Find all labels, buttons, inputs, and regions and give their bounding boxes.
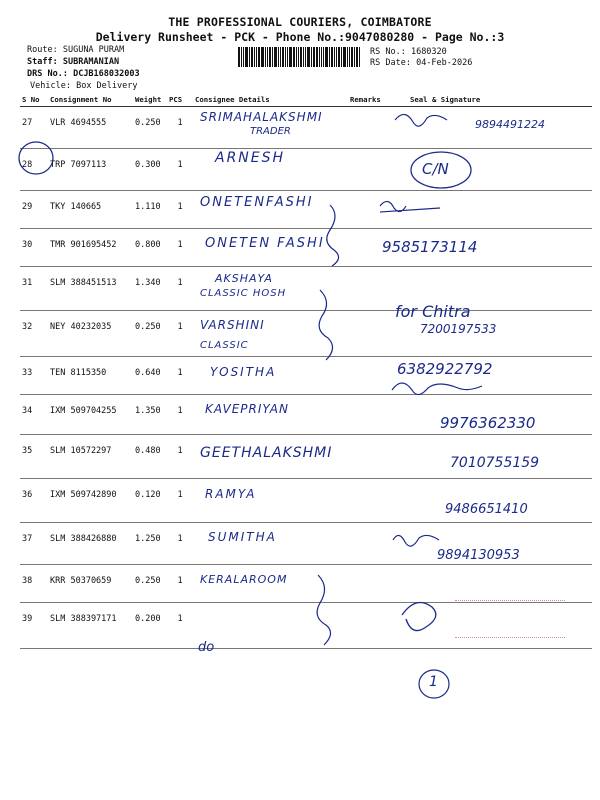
company-title: THE PROFESSIONAL COURIERS, COIMBATORE: [168, 15, 432, 29]
r31-name: AKSHAYA: [215, 272, 273, 285]
cell-consignment: IXM 509704255: [48, 395, 133, 435]
r39-ditto: do: [198, 640, 215, 655]
staff-label: Staff:: [27, 57, 58, 67]
r28-mark: C/N: [422, 160, 449, 178]
barcode: [238, 47, 366, 67]
col-header-sno: S No: [20, 92, 48, 107]
r33-phone: 6382922792: [397, 360, 493, 378]
cell-consignment: TMR 901695452: [48, 229, 133, 267]
r32-signature: for Chitra: [395, 302, 471, 321]
drs-value: DCJB168032003: [73, 69, 140, 79]
route-label: Route:: [27, 45, 58, 55]
cell-consignment: SLM 388451513: [48, 267, 133, 311]
runsheet-table: [20, 92, 592, 649]
r32-phone: 7200197533: [420, 322, 497, 336]
col-header-seal: Seal & Signature: [400, 92, 592, 107]
runsheet-subtitle: Delivery Runsheet - PCK - Phone No.:9047080280 - Page No.:3: [95, 30, 505, 44]
cell-remarks: [348, 357, 400, 395]
rs-no-label: RS No.:: [370, 47, 406, 57]
cell-consignment: TEN 8115350: [48, 357, 133, 395]
cell-sno: 33: [20, 357, 48, 395]
r37-phone: 9894130953: [437, 548, 520, 563]
cell-seal: [400, 565, 592, 603]
cell-consignment: VLR 4694555: [48, 107, 133, 149]
route-line: [27, 45, 124, 55]
cell-pcs: 1: [167, 395, 193, 435]
cell-sno: 34: [20, 395, 48, 435]
vehicle-line: [30, 81, 138, 91]
cell-consignment: NEY 40232035: [48, 311, 133, 357]
rs-date-value: 04-Feb-2026: [416, 58, 473, 68]
cell-pcs: 1: [167, 435, 193, 479]
cell-pcs: 1: [167, 191, 193, 229]
r36-name: RAMYA: [205, 487, 257, 501]
cell-sno: 27: [20, 107, 48, 149]
route-value: SUGUNA PURAM: [62, 45, 125, 55]
cell-sno: 31: [20, 267, 48, 311]
cell-consignment: KRR 50370659: [48, 565, 133, 603]
cell-remarks: [348, 565, 400, 603]
table-row: [20, 149, 592, 191]
cell-weight: 1.340: [133, 267, 167, 311]
cell-pcs: 1: [167, 149, 193, 191]
cell-remarks: [348, 435, 400, 479]
cell-pcs: 1: [167, 229, 193, 267]
r34-name: KAVEPRIYAN: [205, 402, 289, 416]
cell-pcs: 1: [167, 565, 193, 603]
r32-name: VARSHINI: [200, 318, 265, 332]
cell-weight: 0.250: [133, 311, 167, 357]
cell-remarks: [348, 523, 400, 565]
cell-sno: 29: [20, 191, 48, 229]
cell-weight: 1.110: [133, 191, 167, 229]
r38-name: KERALAROOM: [200, 573, 288, 586]
rs-date-label: RS Date:: [370, 58, 411, 68]
table-row: [20, 357, 592, 395]
cell-weight: 0.800: [133, 229, 167, 267]
cell-remarks: [348, 107, 400, 149]
r27-name: SRIMAHALAKSHMI: [200, 110, 323, 124]
r27-name2: TRADER: [250, 126, 291, 137]
cell-weight: 0.250: [133, 565, 167, 603]
cell-consignment: SLM 388426880: [48, 523, 133, 565]
col-header-remarks: Remarks: [348, 92, 400, 107]
cell-pcs: 1: [167, 267, 193, 311]
cell-remarks: [348, 479, 400, 523]
cell-remarks: [348, 149, 400, 191]
seal-stamp: [455, 600, 565, 638]
cell-pcs: 1: [167, 523, 193, 565]
r37-name: SUMITHA: [208, 530, 277, 544]
col-header-consignment: Consignment No: [48, 92, 133, 107]
cell-consignment: TKY 140665: [48, 191, 133, 229]
cell-consignment: IXM 509742890: [48, 479, 133, 523]
staff-value: SUBRAMANIAN: [62, 57, 120, 67]
table-row: [20, 311, 592, 357]
r27-phone: 9894491224: [475, 118, 545, 131]
cell-consignee: [193, 603, 348, 649]
table-header-row: [20, 92, 592, 107]
vehicle-value: Box Delivery: [76, 81, 138, 91]
cell-pcs: 1: [167, 107, 193, 149]
cell-sno: 28: [20, 149, 48, 191]
table-row: [20, 267, 592, 311]
cell-sno: 39: [20, 603, 48, 649]
r29-name: ONETENFASHI: [200, 195, 314, 210]
cell-weight: 0.120: [133, 479, 167, 523]
cell-remarks: [348, 395, 400, 435]
cell-weight: 1.250: [133, 523, 167, 565]
rs-date-line: [370, 58, 472, 68]
staff-line: [27, 57, 119, 67]
r30-phone: 9585173114: [382, 238, 478, 256]
cell-consignment: TRP 7097113: [48, 149, 133, 191]
cell-sno: 36: [20, 479, 48, 523]
cell-sno: 35: [20, 435, 48, 479]
cell-weight: 0.200: [133, 603, 167, 649]
table-row: [20, 565, 592, 603]
cell-remarks: [348, 311, 400, 357]
cell-sno: 30: [20, 229, 48, 267]
r35-name: GEETHALAKSHMI: [200, 445, 333, 461]
cell-sno: 37: [20, 523, 48, 565]
r32-name2: CLASSIC: [200, 340, 249, 351]
cell-pcs: 1: [167, 603, 193, 649]
r30-name: ONETEN FASHI: [205, 236, 325, 251]
drs-line: [27, 69, 140, 79]
cell-sno: 32: [20, 311, 48, 357]
cell-weight: 0.640: [133, 357, 167, 395]
cell-sno: 38: [20, 565, 48, 603]
col-header-consignee: Consignee Details: [193, 92, 348, 107]
cell-remarks: [348, 191, 400, 229]
cell-consignment: SLM 388397171: [48, 603, 133, 649]
col-header-weight: Weight: [133, 92, 167, 107]
cell-remarks: [348, 267, 400, 311]
cell-remarks: [348, 603, 400, 649]
cell-pcs: 1: [167, 357, 193, 395]
r34-phone: 9976362330: [440, 414, 536, 432]
col-header-pcs: PCS: [167, 92, 193, 107]
r36-phone: 9486651410: [445, 502, 528, 517]
cell-weight: 0.480: [133, 435, 167, 479]
r33-name: YOSITHA: [210, 365, 277, 379]
r31-name2: CLASSIC HOSH: [200, 288, 287, 299]
rs-no-value: 1680320: [410, 47, 447, 57]
cell-pcs: 1: [167, 311, 193, 357]
cell-weight: 0.300: [133, 149, 167, 191]
cell-weight: 0.250: [133, 107, 167, 149]
rs-no-line: [370, 47, 447, 57]
cell-seal: [400, 191, 592, 229]
r35-phone: 7010755159: [450, 455, 540, 471]
footer-mark: 1: [429, 674, 438, 690]
vehicle-label: Vehicle:: [30, 81, 71, 91]
r28-name: ARNESH: [215, 150, 286, 166]
cell-weight: 1.350: [133, 395, 167, 435]
cell-pcs: 1: [167, 479, 193, 523]
cell-consignment: SLM 10572297: [48, 435, 133, 479]
drs-label: DRS No.:: [27, 69, 68, 79]
